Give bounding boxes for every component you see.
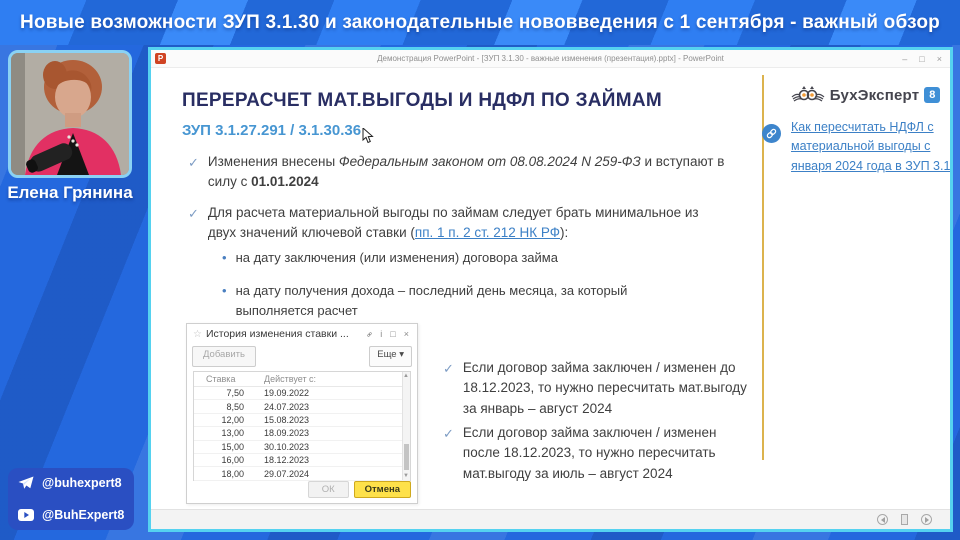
table-row xyxy=(194,427,410,440)
link-bubble-icon xyxy=(762,124,781,143)
check-icon: ✓ xyxy=(443,426,454,441)
rate-cell: 8,50 xyxy=(226,401,244,412)
telegram-icon xyxy=(18,476,34,490)
window-title: Демонстрация PowerPoint - [ЗУП 3.1.30 - важные изменения (презентация).pptx] - PowerPoint xyxy=(377,54,724,63)
bullet1-mid: и вступают в силу с xyxy=(207,154,725,190)
dialog-title: История изменения ставки ... xyxy=(205,328,349,340)
bullet-recalc-before xyxy=(443,358,753,419)
cancel-button: Отмена xyxy=(354,481,411,498)
buhexpert-logo-text: БухЭксперт xyxy=(829,86,920,104)
rate-cell: 12,00 xyxy=(221,414,244,425)
date-cell: 30.10.2023 xyxy=(264,441,310,452)
bullet1-date: 01.01.2024 xyxy=(251,174,319,190)
buhexpert-logo-badge: 8 xyxy=(924,87,940,103)
more-button-label: Еще xyxy=(377,349,397,360)
column-rate: Ставка xyxy=(206,374,236,384)
column-date: Действует с: xyxy=(264,374,317,384)
favorite-star-icon: ☆ xyxy=(193,328,202,340)
restore-icon: □ xyxy=(390,329,396,339)
ok-button: ОК xyxy=(308,481,349,498)
date-cell: 18.12.2023 xyxy=(264,455,310,466)
speaker-photo xyxy=(11,53,129,175)
dot-icon: • xyxy=(222,283,227,298)
date-cell: 24.07.2023 xyxy=(264,401,310,412)
dialog-close-icon: × xyxy=(403,329,409,339)
next-slide-button[interactable] xyxy=(921,514,932,525)
rate-cell: 15,00 xyxy=(221,441,244,452)
table-scrollbar xyxy=(402,372,410,480)
caret-down-icon: ▾ xyxy=(399,349,404,360)
more-button xyxy=(369,346,412,367)
dialog-titlebar xyxy=(187,324,417,344)
bullet-key-rate-text xyxy=(208,203,728,244)
owl-icon xyxy=(791,85,825,105)
check-icon: ✓ xyxy=(188,206,199,221)
bullet-key-rate xyxy=(188,203,728,244)
table-row xyxy=(194,467,410,480)
bullet-law-change-text xyxy=(208,152,728,193)
check-icon: ✓ xyxy=(188,155,199,170)
window-statusbar xyxy=(151,509,950,529)
date-cell: 19.09.2022 xyxy=(264,388,310,399)
buhexpert-logo xyxy=(781,85,950,105)
arrow-right-icon xyxy=(925,517,929,523)
window-titlebar xyxy=(151,50,950,68)
sub-bullet-income-date-text: на дату получения дохода – последний день месяца, за который выполняется расчет xyxy=(235,283,628,318)
date-cell: 29.07.2024 xyxy=(264,468,310,479)
date-cell: 18.09.2023 xyxy=(264,428,310,439)
table-row xyxy=(194,454,410,467)
speaker-webcam xyxy=(8,50,132,178)
maximize-button[interactable]: □ xyxy=(919,54,925,64)
table-row xyxy=(194,441,410,454)
youtube-icon xyxy=(18,509,34,521)
mouse-cursor xyxy=(362,128,374,144)
bullet-recalc-after-text: Если договор займа заключен / изменен после 18.12.2023, то нужно пересчитать мат.выгоду за июль – август 2024 xyxy=(462,425,717,481)
1c-rate-history-dialog xyxy=(186,323,418,504)
arrow-left-icon xyxy=(881,517,885,523)
powerpoint-app-icon: P xyxy=(155,53,166,64)
youtube-handle: @BuhExpert8 xyxy=(42,508,125,522)
slide-subtitle: ЗУП 3.1.27.291 / 3.1.30.36 xyxy=(182,122,362,139)
bullet1-pre: Изменения внесены xyxy=(207,154,339,169)
rate-cell: 7,50 xyxy=(226,388,244,399)
webinar-title-banner xyxy=(0,0,960,45)
slide-title: ПЕРЕРАСЧЕТ МАТ.ВЫГОДЫ И НДФЛ ПО ЗАЙМАМ xyxy=(182,90,663,111)
check-icon: ✓ xyxy=(443,361,454,376)
dialog-footer xyxy=(308,481,411,498)
dot-icon: • xyxy=(222,250,227,265)
info-icon: i xyxy=(380,329,383,339)
scroll-up-icon: ▲ xyxy=(403,373,409,379)
youtube-row xyxy=(18,508,124,522)
window-controls xyxy=(902,50,942,68)
rate-table-header xyxy=(194,372,410,387)
scroll-down-icon: ▼ xyxy=(403,473,409,479)
table-row xyxy=(194,400,410,413)
prev-slide-button[interactable] xyxy=(877,514,888,525)
slide-canvas xyxy=(151,68,950,509)
chain-link-icon xyxy=(766,128,777,139)
bullet2-pre: Для расчета материальной выгоды по займам следует брать минимальное из двух значений ключевой ставки ( xyxy=(207,205,699,241)
rate-cell: 13,00 xyxy=(221,428,244,439)
minimize-button[interactable]: – xyxy=(902,54,908,64)
add-button: Добавить xyxy=(192,346,256,367)
pin-link-icon xyxy=(365,330,374,339)
scrollbar-thumb xyxy=(404,444,409,470)
close-button[interactable]: × xyxy=(936,54,942,64)
powerpoint-window xyxy=(148,47,953,532)
bullet1-law-name: Федеральным законом от 08.08.2024 N 259-ФЗ xyxy=(338,154,641,169)
rate-cell: 16,00 xyxy=(221,455,244,466)
speaker-name: Елена Грянина xyxy=(7,183,133,202)
article-link[interactable]: Как пересчитать НДФЛ с материальной выгоды с января 2024 года в ЗУП 3.1 xyxy=(791,120,950,173)
date-cell: 15.08.2023 xyxy=(264,414,310,425)
telegram-row xyxy=(18,476,124,490)
social-badge xyxy=(8,468,134,530)
table-row xyxy=(194,414,410,427)
sub-bullet-contract-date xyxy=(222,248,702,268)
telegram-handle: @buhexpert8 xyxy=(42,476,122,490)
sub-bullet-income-date xyxy=(222,281,702,320)
dialog-toolbar xyxy=(187,344,417,367)
bullet2-post: ): xyxy=(560,225,569,241)
slideshow-menu-button[interactable] xyxy=(901,514,908,525)
bullet-recalc-before-text: Если договор займа заключен / изменен до 18.12.2023, то нужно пересчитать мат.выгоду за январь – август 2024 xyxy=(462,360,747,416)
bullet-law-change xyxy=(188,152,728,193)
sub-bullet-contract-date-text: на дату заключения (или изменения) договора займа xyxy=(235,250,558,265)
webinar-title: Новые возможности ЗУП 3.1.30 и законодательные нововведения с 1 сентября - важный обзор xyxy=(20,11,940,33)
rate-table xyxy=(193,371,411,481)
bullet-recalc-after xyxy=(443,423,753,484)
tax-code-link[interactable]: пп. 1 п. 2 ст. 212 НК РФ xyxy=(414,225,561,241)
table-row xyxy=(194,387,410,400)
rate-cell: 18,00 xyxy=(221,468,244,479)
